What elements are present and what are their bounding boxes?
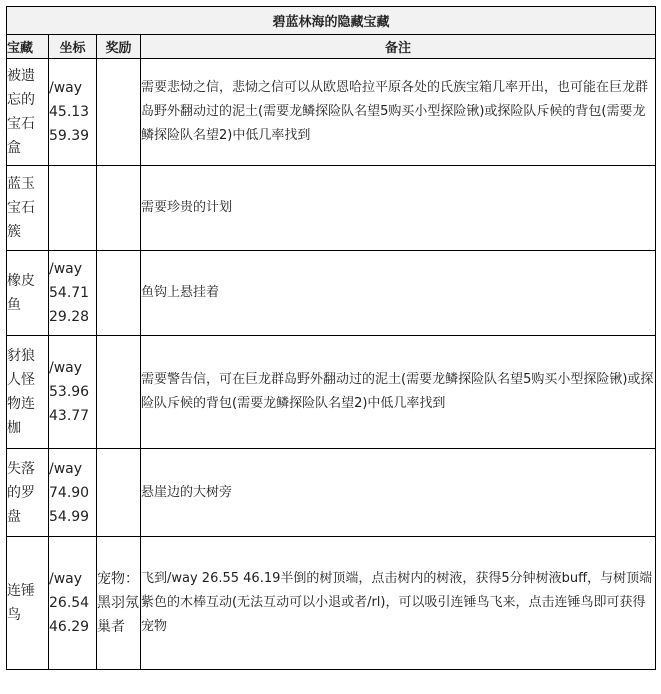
table-row [7,251,656,336]
treasure-name: 被遗忘的宝石盒 [7,59,49,166]
table-row [7,166,656,251]
treasure-name: 连锤鸟 [7,537,49,670]
way-command: /way [49,80,83,96]
header-notes: 备注 [141,35,656,59]
reward-cell: 宠物：黑羽氖巢者 [97,537,141,670]
coordinate-cell [49,449,97,537]
coord-y: 54.99 [49,508,90,525]
coordinate-cell [49,251,97,336]
treasure-name: 豺狼人怪物连枷 [7,336,49,449]
coord-x: 54.71 [49,285,90,301]
reward-cell [97,449,141,537]
table-title: 碧蓝林海的隐藏宝藏 [7,7,656,35]
header-reward: 奖励 [97,35,141,59]
coord-x: 45.13 [49,104,90,120]
header-coords: 坐标 [49,35,97,59]
way-command: /way [49,460,83,477]
header-treasure: 宝藏 [7,35,49,59]
note-cell: 需要悲恸之信，悲恸之信可以从欧恩哈拉平原各处的氏族宝箱几率开出，也可能在巨龙群岛野外翻动过的泥土(需要龙鳞探险队名望5购买小型探险锹)或探险队斥候的背包(需要龙鳞探险队名望2)中低几率找到 [141,59,656,166]
coordinate-cell [49,336,97,449]
reward-cell [97,336,141,449]
table-row [7,537,656,670]
reward-cell [97,166,141,251]
coordinate-cell [49,166,97,251]
way-command: /way [49,261,83,277]
coord-y: 29.28 [49,309,90,325]
coord-x: 53.96 [49,384,90,400]
reward-cell [97,251,141,336]
way-command: /way [49,571,83,587]
coord-x: 74.90 [49,484,90,501]
reward-cell [97,59,141,166]
treasure-table [6,6,656,670]
coord-y: 46.29 [49,619,90,635]
table-row [7,59,656,166]
coord-x: 26.54 [49,595,90,611]
table-row [7,449,656,537]
note-cell: 鱼钩上悬挂着 [141,251,656,336]
header-row [7,35,656,59]
treasure-name: 蓝玉宝石簇 [7,166,49,251]
coord-y: 59.39 [49,128,90,144]
coord-y: 43.77 [49,408,90,424]
note-cell: 需要警告信，可在巨龙群岛野外翻动过的泥土(需要龙鳞探险队名望5购买小型探险锹)或探险队斥候的背包(需要龙鳞探险队名望2)中低几率找到 [141,336,656,449]
coordinate-cell [49,537,97,670]
way-command: /way [49,360,83,376]
note-cell: 悬崖边的大树旁 [141,449,656,537]
table-row [7,336,656,449]
note-cell: 飞到/way 26.55 46.19半倒的树顶端，点击树内的树液，获得5分钟树液buff，与树顶端紫色的木棒互动(无法互动可以小退或者/rl)，可以吸引连锤鸟飞来，点击连锤鸟即可获得宠物 [141,537,656,670]
note-cell: 需要珍贵的计划 [141,166,656,251]
treasure-name: 橡皮鱼 [7,251,49,336]
coordinate-cell [49,59,97,166]
treasure-name: 失落的罗盘 [7,449,49,537]
